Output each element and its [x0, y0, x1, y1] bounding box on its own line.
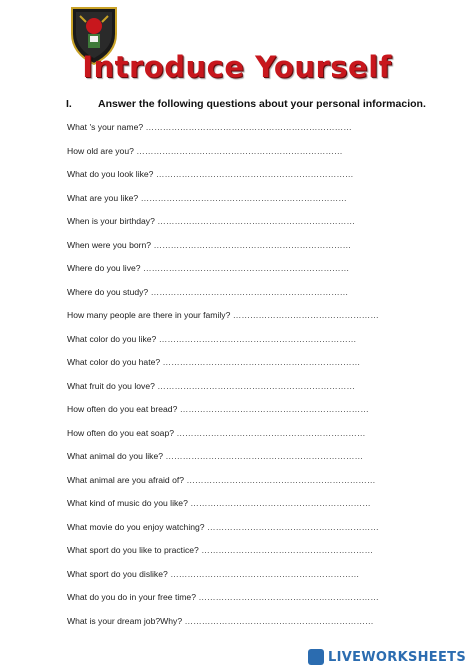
answer-blank[interactable]: …………………………………………………………… [165, 451, 364, 461]
question-text: What is your dream job?Why? [67, 615, 183, 626]
brand-name: LIVEWORKSHEETS [328, 649, 466, 665]
question-text: What animal are you afraid of? [67, 474, 185, 485]
question-text: What sport do you dislike? [67, 568, 168, 579]
question-row[interactable] [67, 146, 417, 170]
section-number: I. [66, 98, 72, 110]
question-text: Where do you live? [67, 263, 141, 273]
question-row[interactable] [67, 122, 417, 146]
section-heading [66, 98, 426, 110]
answer-blank[interactable]: ………………………………………………………… [170, 568, 360, 579]
answer-blank[interactable]: ………………………………………………………… [186, 474, 376, 485]
question-text: What 's your name? [67, 122, 144, 132]
question-text: What movie do you enjoy watching? [67, 521, 205, 532]
page-title: Introduce Yourself [82, 50, 392, 84]
question-text: How often do you eat soap? [67, 427, 175, 438]
answer-blank[interactable]: …………………………………………………………… [157, 380, 355, 391]
question-row[interactable] [67, 522, 417, 546]
question-text: What kind of music do you like? [67, 498, 188, 508]
question-text: When were you born? [67, 239, 152, 250]
question-text: How often do you eat bread? [67, 404, 178, 414]
question-text: What color do you hate? [67, 357, 161, 367]
question-text: What sport do you like to practice? [67, 545, 199, 555]
answer-blank[interactable]: …………………………………………………………… [153, 239, 352, 250]
question-text: What animal do you like? [67, 451, 164, 461]
question-row[interactable] [67, 498, 417, 522]
question-row[interactable] [67, 592, 417, 616]
answer-blank[interactable]: …………………………………………………………… [158, 333, 357, 344]
answer-blank[interactable]: …………………………………………… [232, 310, 379, 320]
answer-blank[interactable]: …………………………………………………………… [157, 216, 355, 226]
question-text: What do you do in your free time? [67, 592, 196, 602]
answer-blank[interactable]: ……………………………………………………… [190, 498, 371, 508]
question-row[interactable] [67, 545, 417, 569]
question-text: Where do you study? [67, 286, 149, 297]
question-row[interactable] [67, 451, 417, 475]
question-row[interactable] [67, 240, 417, 264]
liveworksheets-logo-icon [308, 649, 324, 665]
question-row[interactable] [67, 263, 417, 287]
answer-blank[interactable]: ……………………………………………………………… [145, 122, 352, 132]
answer-blank[interactable]: ……………………………………………………………… [136, 145, 343, 156]
answer-blank[interactable]: ………………………………………………………… [179, 404, 369, 414]
question-row[interactable] [67, 475, 417, 499]
question-row[interactable] [67, 616, 417, 640]
answer-blank[interactable]: …………………………………………………………… [155, 169, 354, 179]
question-row[interactable] [67, 216, 417, 240]
answer-blank[interactable]: …………………………………………………… [201, 545, 374, 555]
question-row[interactable] [67, 569, 417, 593]
question-text: What are you like? [67, 192, 139, 203]
question-row[interactable] [67, 334, 417, 358]
question-row[interactable] [67, 381, 417, 405]
question-text: What do you look like? [67, 169, 154, 179]
question-list [67, 122, 417, 639]
question-row[interactable] [67, 310, 417, 334]
question-text: How old are you? [67, 145, 134, 156]
answer-blank[interactable]: …………………………………………………………… [150, 286, 349, 297]
question-text: How many people are there in your family? [67, 310, 231, 320]
question-row[interactable] [67, 287, 417, 311]
question-text: What color do you like? [67, 333, 157, 344]
answer-blank[interactable]: ………………………………………………………… [184, 615, 374, 626]
question-text: What fruit do you love? [67, 380, 155, 391]
answer-blank[interactable]: …………………………………………………… [206, 521, 379, 532]
answer-blank[interactable]: ……………………………………………………… [198, 592, 379, 602]
liveworksheets-footer[interactable] [308, 649, 466, 665]
answer-blank[interactable]: …………………………………………………………… [162, 357, 361, 367]
answer-blank[interactable]: ……………………………………………………………… [140, 192, 347, 203]
question-row[interactable] [67, 193, 417, 217]
question-row[interactable] [67, 404, 417, 428]
question-text: When is your birthday? [67, 216, 155, 226]
question-row[interactable] [67, 357, 417, 381]
answer-blank[interactable]: ……………………………………………………………… [142, 263, 350, 273]
question-row[interactable] [67, 169, 417, 193]
section-instruction: Answer the following questions about your personal informacion. [98, 98, 426, 110]
question-row[interactable] [67, 428, 417, 452]
answer-blank[interactable]: ………………………………………………………… [176, 427, 366, 438]
